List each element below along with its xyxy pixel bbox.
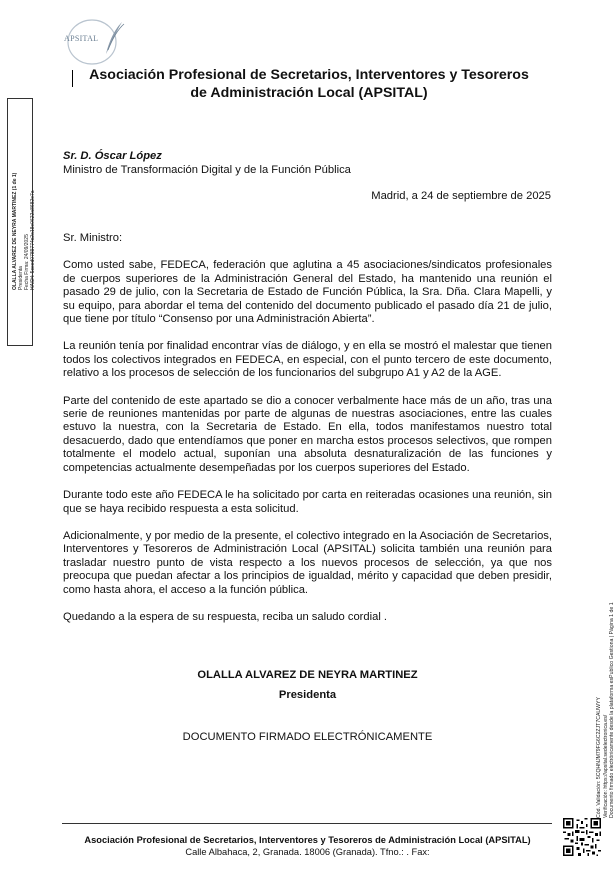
- letter-body: [63, 232, 552, 638]
- footer-divider: [62, 823, 552, 824]
- apsital-logo: [62, 14, 130, 70]
- qr-code-icon: [563, 818, 601, 856]
- title-line-1: Asociación Profesional de Secretarios, Interventores y Tesoreros: [89, 67, 529, 83]
- signer-name: OLALLA ALVAREZ DE NEYRA MARTINEZ: [197, 669, 418, 681]
- signature-block: [63, 668, 552, 744]
- signed-note: DOCUMENTO FIRMADO ELECTRÓNICAMENTE: [182, 731, 433, 743]
- footer-address: Calle Albahaca, 2, Granada. 18006 (Granada). Tfno.: . Fax:: [185, 847, 430, 857]
- recipient-block: [63, 149, 351, 177]
- greeting: Sr. Ministro:: [63, 232, 123, 244]
- closing: Quedando a la espera de su respuesta, reciba un saludo cordial .: [63, 610, 388, 623]
- logo-text: APSITAL: [64, 34, 99, 43]
- signer-role: Presidenta: [278, 689, 337, 701]
- paragraph-4: Durante todo este año FEDECA le ha solicitado por carta en reiteradas ocasiones una reunión, sin que se haya recibido respuesta a esta solicitud.: [63, 489, 552, 515]
- page-footer: [60, 834, 555, 858]
- page-title: [60, 66, 558, 102]
- paragraph-3: Parte del contenido de este apartado se dio a conocer verbalmente hace más de un año, tras una serie de reuniones mantenidas por parte de algunas de nuestras asociaciones, entre las cuales estuvo la nuestra, con la Secretaria de Estado. En ella, todos manifestamos nuestro total desacuerdo, dado que entendíamos que poner en marcha estos procesos selectivos, que rompen totalmente el modelo actual, suponían una absoluta desnaturalización de las funciones y competencias actualmente desempeñadas por los cuerpos superiores del Estado.: [63, 394, 552, 474]
- stamp-signer: OLALLA ALVAREZ DE NEYRA MARTINEZ (1 de 1): [12, 172, 18, 290]
- letter-date: Madrid, a 24 de septiembre de 2025: [371, 190, 551, 202]
- paragraph-2: La reunión tenía por finalidad encontrar vías de diálogo, y en ella se mostró el malestar que tienen todos los colectivos integrados en FEDECA, en especial, con el punto tercero de este documento, relativo a los procesos de selección de los funcionarios del subgrupo A1 y A2 de la AGE.: [63, 340, 552, 380]
- signature-stamp-text: [12, 173, 36, 290]
- recipient-name: Sr. D. Óscar López: [63, 150, 162, 162]
- footer-org: Asociación Profesional de Secretarios, Interventores y Tesoreros de Administración Local (APSITAL): [84, 835, 531, 845]
- validation-url: Verificación: https://apsital.sedelectronica.es/: [602, 714, 609, 818]
- paragraph-1: Como usted sabe, FEDECA, federación que aglutina a 45 asociaciones/sindicatos profesionales de cuerpos superiores de la Administración General del Estado, ha mantenido una reunión el pasado 29 de julio, con la Secretaria de Estado de Función Pública, la Sra. Dña. Clara Mapelli, y su equipo, para abordar el tema del contenido del documento publicado el pasado día 21 de julio, que tiene por título “Consenso por una Administración Abierta”.: [63, 259, 552, 326]
- stamp-hash: HASH: 5ceed0789774c2a18e0622a8682e7a: [30, 190, 36, 290]
- stamp-date: Fecha Firma: 24/09/2025: [24, 234, 30, 290]
- validation-code: Cód. Validación: 5CQHNJM79FG6C2ZJT7CAUWYY: [596, 697, 602, 818]
- validation-stamp: [596, 602, 616, 818]
- title-line-2: de Administración Local (APSITAL): [190, 85, 428, 101]
- paragraph-5: Adicionalmente, y por medio de la presente, el colectivo integrado en la Asociación de Secretarios, Interventores y Tesoreros de Administración Local (APSITAL) solicita también una reunión para trasladar nuestro punto de vista respecto a los nuevos procesos de selección, ya que nos preocupa que puedan afectar a los principios de igualdad, mérito y capacidad que deben presidir, como hasta ahora, el acceso a la función pública.: [63, 529, 552, 596]
- validation-platform: Documento firmado electrónicamente desde la plataforma esPublico Gestiona | Página 1 de 1: [609, 602, 615, 818]
- stamp-role: Presidenta: [18, 266, 24, 290]
- recipient-title: Ministro de Transformación Digital y de la Función Pública: [63, 164, 351, 176]
